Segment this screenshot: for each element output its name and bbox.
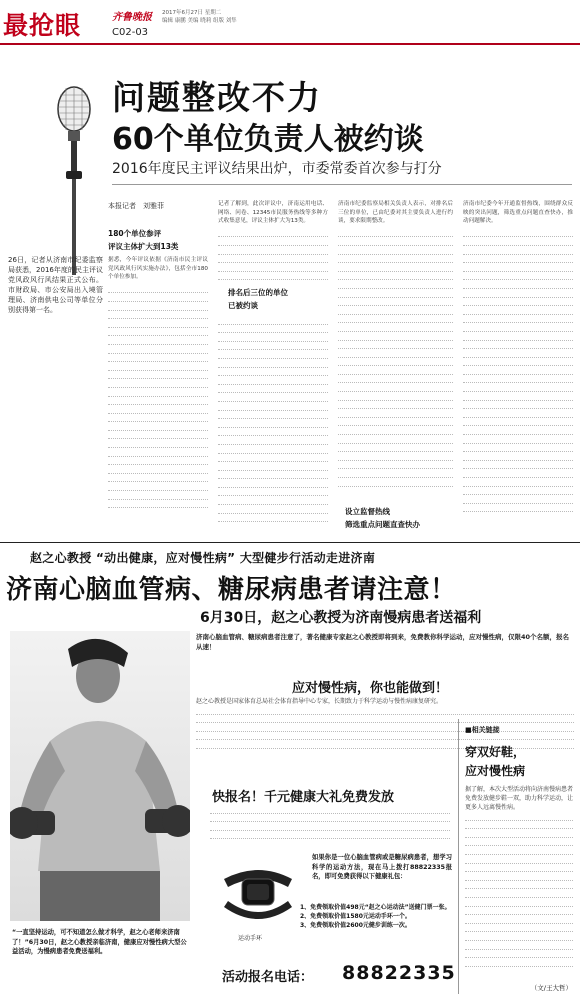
page-number: C02-03	[112, 27, 149, 38]
professor-photo	[10, 631, 190, 921]
subhead-3-line-b: 筛选重点问题直查快办	[345, 520, 420, 529]
section-banner	[0, 0, 580, 46]
column-2-text: 记者了解到，此次评议中，济南运用电话、网络、问卷、12345市民服务热线等多种方式收集意见，评议主体扩大为13类。	[218, 201, 328, 225]
headline-line1: 问题整改不力	[112, 78, 322, 117]
column-4-filler	[463, 229, 573, 513]
article-column-3	[338, 200, 453, 500]
fitness-band-label: 运动手环	[238, 935, 263, 942]
gift-item-1: 1、免费领取价值498元“赵之心运动法”送健门票一张。	[300, 904, 451, 911]
ad-body-1-text: 赵之心教授是国家体育总局社会体育指导中心专家，长期致力于科学运动与慢性病康复研究。	[196, 698, 443, 705]
gift-item-2: 2、免费领取价值1580元运动手环一个。	[300, 913, 411, 920]
column-2-filler-a	[218, 229, 328, 281]
sidebar-tag: ■相关链接	[465, 726, 500, 734]
headline-line2: 60个单位负责人被约谈	[112, 122, 424, 157]
subhead-2	[228, 287, 328, 311]
subhead-1-line-a: 180个单位参评	[108, 229, 162, 238]
ad-top-line: 赵之心教授 “动出健康，应对慢性病” 大型健步行活动走进济南	[30, 551, 376, 565]
headline-rule	[112, 184, 572, 185]
lede-paragraph: 26日，记者从济南市纪委监察局获悉，2016年度的民主评议党风政风行风结果正式公布。市财政局、市公安局出入境管理局、济南供电公司等单位分别获得第一名。	[8, 256, 103, 314]
fitness-band-image	[218, 857, 298, 929]
subhead-2-line-b: 已被约谈	[228, 301, 258, 310]
sidebar-body: 据了解，本次大型活动将向济南慢病患者免费发放健步鞋一双，助力科学运动，让更多人远离慢性病。	[465, 786, 573, 811]
article-column-1	[108, 256, 208, 526]
ad-intro: 济南心脑血管病、糖尿病患者注意了，著名健康专家赵之心教授即将到来，免费教你科学运动，应对慢性病，仅限40个名额，报名从速！	[196, 633, 570, 651]
hotline-number: 88822335	[342, 962, 456, 984]
ad-section	[0, 542, 580, 995]
ad-heading-1: 应对慢性病，你也能做到！	[292, 681, 449, 696]
ad-heading-2: 快报名！千元健康大礼免费发放	[212, 790, 395, 805]
paper-logo: 齐鲁晚报	[112, 12, 152, 23]
subhead-1	[108, 228, 208, 252]
photo-caption: “一直坚持运动，可不知道怎么做才科学，赵之心老师来济南了！”6月30日，赵之心教授亲临济南，健康应对慢性病大型公益活动，为慢病患者免费送福利。	[12, 929, 187, 955]
sidebar-box	[458, 719, 576, 994]
column-4-text: 济南市纪委今年开通监督热线，围绕群众反映的突出问题，筛选重点问题直查快办，推动问题解决。	[463, 201, 573, 225]
ad-title: 济南心脑血管病、糖尿病患者请注意！	[6, 575, 457, 605]
sidebar-title-1: 穿双好鞋，	[465, 745, 526, 759]
column-2-filler-b	[218, 316, 328, 526]
gift-list	[300, 903, 456, 930]
column-1-filler	[108, 285, 208, 508]
column-3-text: 济南市纪委监察局相关负责人表示，对排名后三位的单位，已由纪委对其主要负责人进行约谈，要求限期整改。	[338, 201, 453, 225]
editor-credits: 编辑 康鹏 美编 晓莉 组版 刘隼	[162, 18, 237, 24]
column-3-filler	[338, 229, 453, 487]
masthead-rule	[0, 43, 580, 45]
professor-figure	[10, 631, 190, 921]
sidebar-title-2: 应对慢性病	[465, 764, 526, 778]
subhead-1-line-b: 评议主体扩大到13类	[108, 242, 179, 251]
ad-subtitle: 6月30日，赵之心教授为济南慢病患者送福利	[200, 610, 482, 626]
credit: （文/王大哲）	[530, 984, 572, 992]
article-column-4	[463, 200, 573, 525]
subhead-2-line-a: 排名后三位的单位	[228, 288, 288, 297]
gift-item-3: 3、免费领取价值2600元健步训练一次。	[300, 922, 411, 929]
issue-date: 2017年6月27日 星期二	[162, 10, 222, 16]
section-title: 最抢眼	[3, 11, 82, 40]
sidebar-filler	[465, 812, 573, 967]
byline: 本报记者 刘雅菲	[108, 202, 164, 210]
subhead-3	[345, 506, 455, 530]
article-column-2	[218, 200, 328, 290]
column-1-text: 据悉，今年评议依据《济南市民主评议党风政风行风实施办法》，包括全市180个单位参加。	[108, 257, 208, 281]
hotline-label: 活动报名电话：	[222, 970, 314, 985]
ad-body-filler-2	[210, 805, 450, 845]
microphone-illustration	[46, 85, 106, 275]
subhead-3-line-a: 设立监督热线	[345, 507, 390, 516]
headline-subtitle: 2016年度民主评议结果出炉，市委常委首次参与打分	[112, 161, 442, 177]
ad-body-2: 如果你是一位心脑血管病或是糖尿病患者，想学习科学的运动方法，现在马上拨打88822335报名，即可免费获得以下健康礼包：	[312, 854, 452, 880]
